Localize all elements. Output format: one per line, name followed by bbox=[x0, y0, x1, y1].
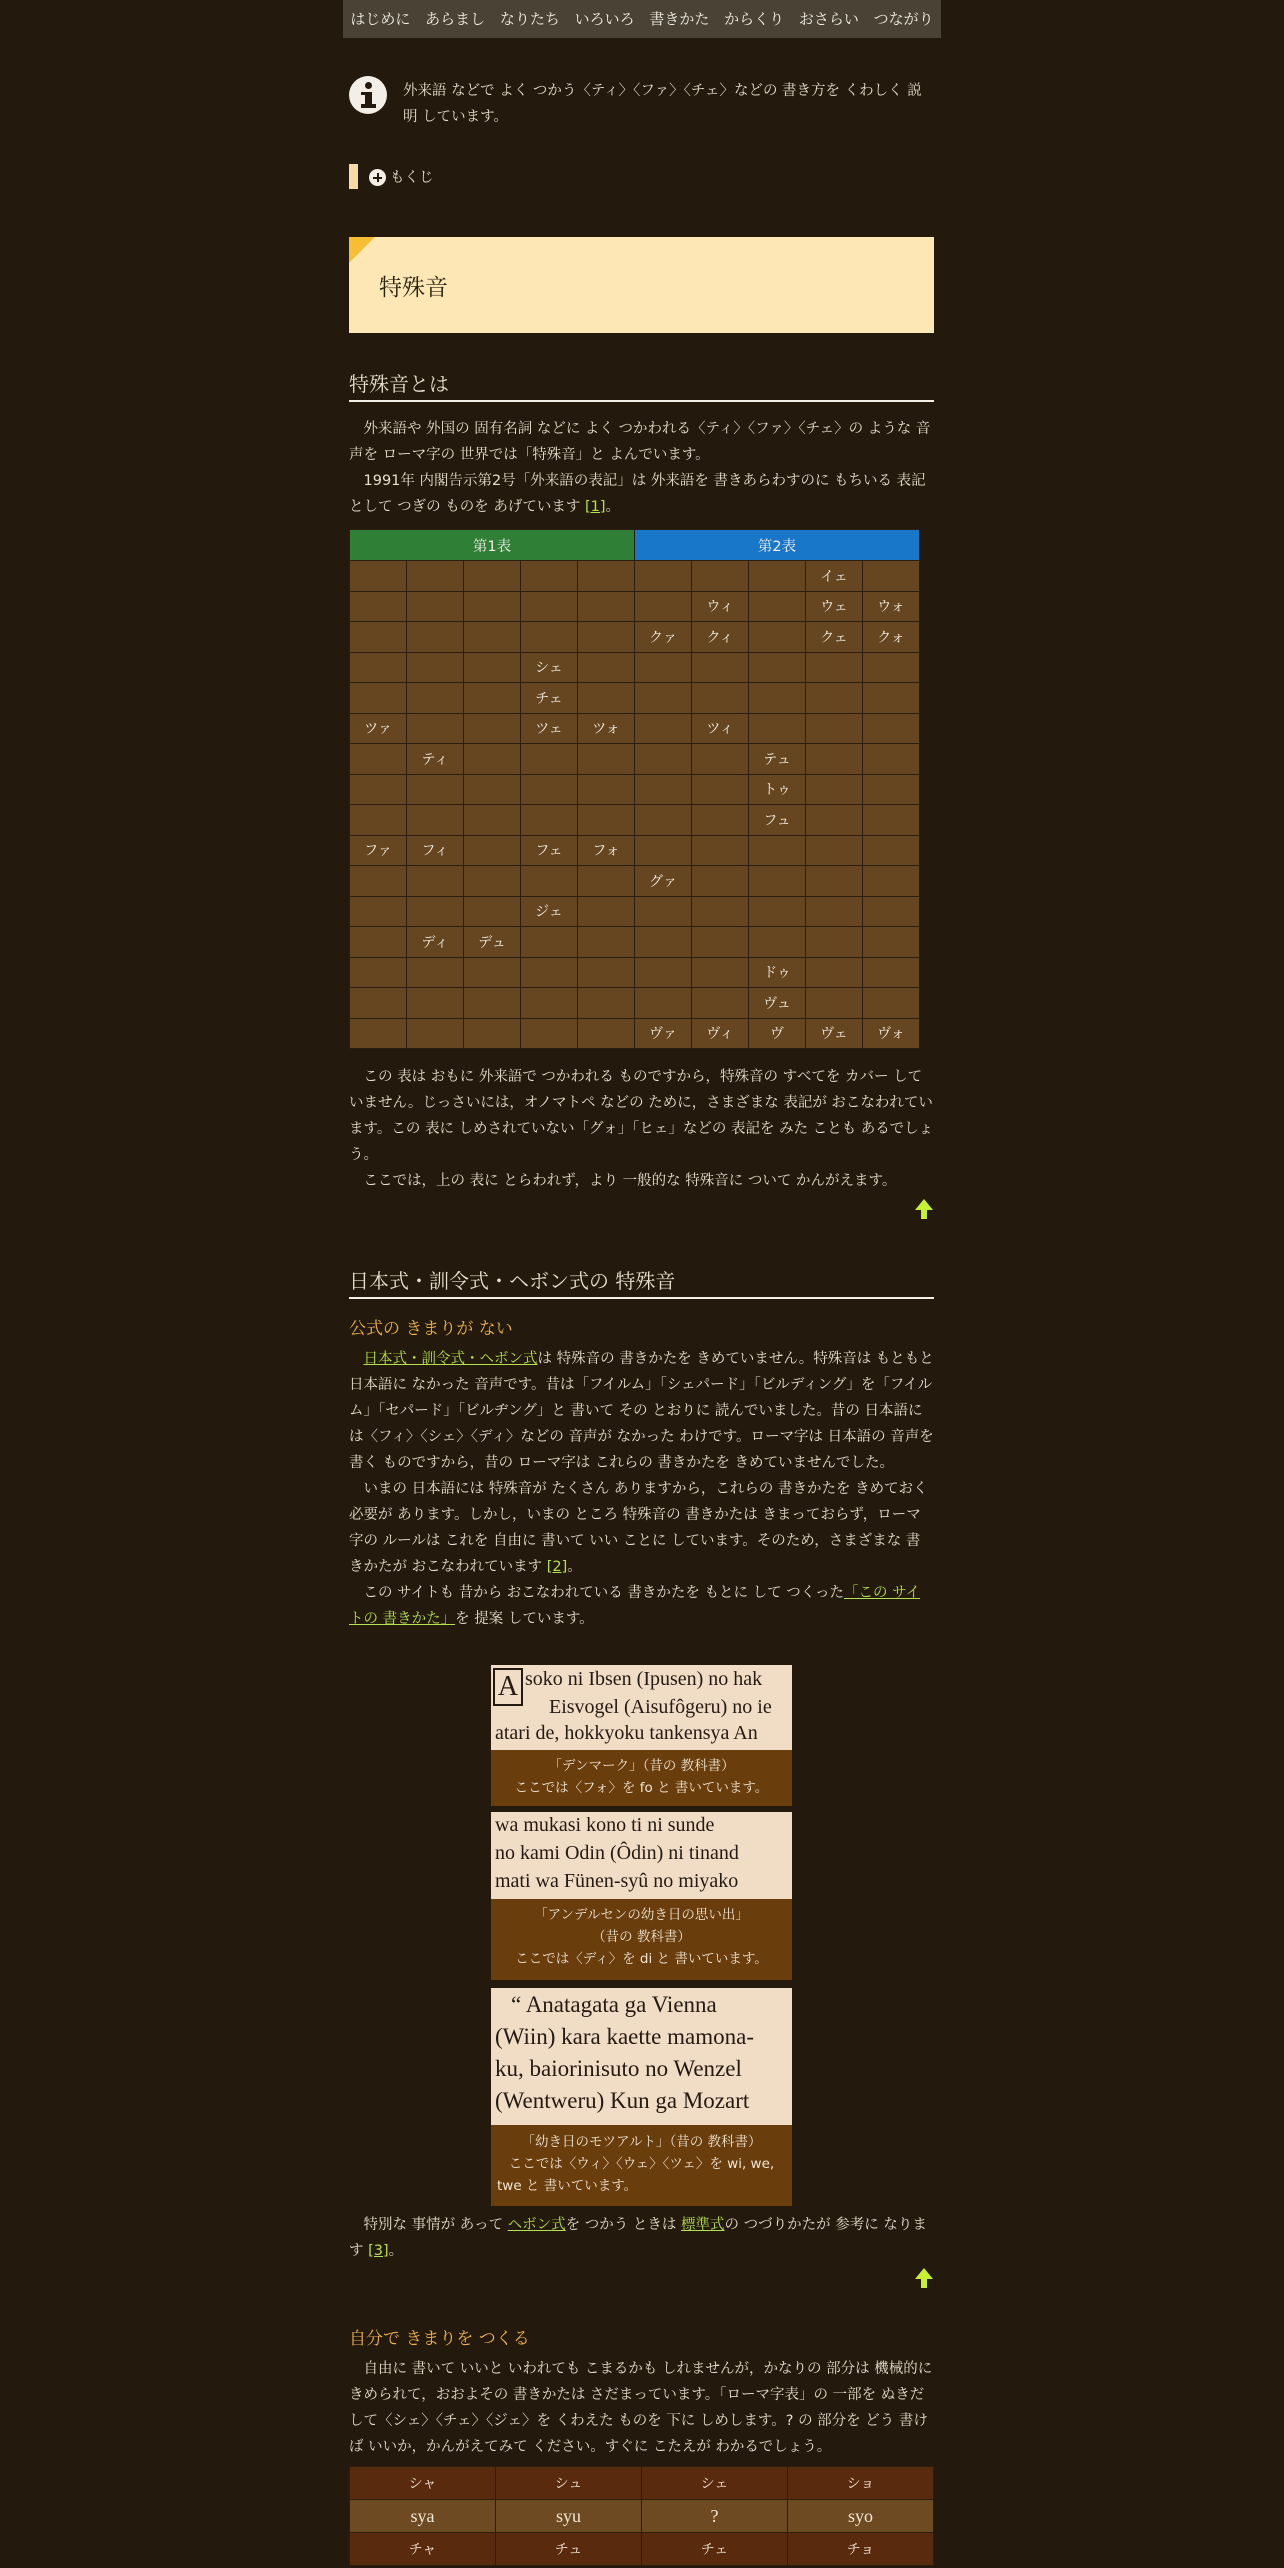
nav-item-karakuri[interactable]: からくり bbox=[724, 10, 785, 28]
corner-fold-icon bbox=[349, 237, 375, 263]
table-cell bbox=[863, 988, 920, 1019]
table-cell bbox=[578, 622, 635, 653]
figure-denmark bbox=[491, 1665, 792, 1806]
table-cell: sya bbox=[350, 2500, 496, 2533]
scan-line: (Wiin) kara kaette mamona- bbox=[495, 2024, 754, 2049]
table-header-cell: シャ bbox=[350, 2467, 496, 2500]
paragraph bbox=[349, 1476, 934, 1580]
table-cell bbox=[806, 683, 863, 714]
paragraph-text: の つづりかたが 参考に なります bbox=[349, 2217, 927, 2259]
paragraph-text: この サイトも 昔から おこなわれている 書きかたを もとに して つくった bbox=[363, 1585, 844, 1601]
table-cell: ウェ bbox=[806, 591, 863, 622]
table-cell bbox=[806, 744, 863, 775]
table-cell bbox=[692, 774, 749, 805]
table-cell bbox=[749, 835, 806, 866]
scan-line: ku, baiorinisuto no Wenzel bbox=[495, 2056, 742, 2081]
table-cell bbox=[521, 774, 578, 805]
table-cell bbox=[464, 957, 521, 988]
table-cell: フェ bbox=[521, 835, 578, 866]
table-cell bbox=[521, 927, 578, 958]
table-row bbox=[350, 988, 920, 1019]
scan-line: wa mukasi kono ti ni sunde bbox=[495, 1814, 715, 1836]
table-cell bbox=[578, 652, 635, 683]
table-cell bbox=[863, 866, 920, 897]
table-cell bbox=[407, 561, 464, 592]
table-cell: ツィ bbox=[692, 713, 749, 744]
table-cell bbox=[692, 683, 749, 714]
table-cell: イェ bbox=[806, 561, 863, 592]
table-cell bbox=[407, 713, 464, 744]
table-row bbox=[350, 652, 920, 683]
table-cell bbox=[863, 957, 920, 988]
table-cell: トゥ bbox=[749, 774, 806, 805]
table-cell bbox=[464, 866, 521, 897]
table-cell bbox=[350, 988, 407, 1019]
table-cell bbox=[521, 805, 578, 836]
table-header-cell: シェ bbox=[642, 2467, 788, 2500]
table-cell bbox=[863, 713, 920, 744]
table-cell bbox=[692, 988, 749, 1019]
section-heading-tokushuon-towa: 特殊音とは bbox=[349, 368, 934, 402]
table-cell bbox=[464, 591, 521, 622]
table-cell bbox=[749, 896, 806, 927]
table-cell: チェ bbox=[521, 683, 578, 714]
table-cell: ファ bbox=[350, 835, 407, 866]
table-cell bbox=[350, 561, 407, 592]
table-cell: syu bbox=[496, 2500, 642, 2533]
table-cell bbox=[863, 835, 920, 866]
scan-line: atari de, hokkyoku tankensya An bbox=[495, 1722, 758, 1744]
nav-item-kakikata[interactable]: 書きかた bbox=[649, 10, 710, 28]
table-cell: ヴィ bbox=[692, 1018, 749, 1049]
table-cell bbox=[464, 1018, 521, 1049]
table-cell bbox=[749, 713, 806, 744]
table-row bbox=[350, 1018, 920, 1049]
table-cell bbox=[464, 805, 521, 836]
toc-toggle[interactable] bbox=[349, 162, 934, 190]
scan-line: mati wa Fünen-syû no miyako bbox=[495, 1870, 739, 1892]
table-cell bbox=[749, 683, 806, 714]
table-cell bbox=[521, 866, 578, 897]
nav-item-iroiro[interactable]: いろいろ bbox=[574, 10, 635, 28]
table-cell bbox=[578, 774, 635, 805]
info-icon bbox=[349, 76, 387, 114]
table-cell bbox=[407, 957, 464, 988]
table-cell bbox=[350, 896, 407, 927]
table-cell bbox=[863, 652, 920, 683]
paragraph-text: 。 bbox=[388, 2243, 404, 2259]
table-cell bbox=[806, 805, 863, 836]
table-cell bbox=[350, 683, 407, 714]
table-cell bbox=[350, 866, 407, 897]
scan-line: (Wentweru) Kun ga Mozart bbox=[495, 2088, 750, 2113]
table-cell bbox=[635, 988, 692, 1019]
table-row bbox=[350, 927, 920, 958]
table-cell bbox=[635, 713, 692, 744]
paragraph-text: 。 bbox=[605, 499, 620, 515]
table-cell bbox=[464, 896, 521, 927]
table-row bbox=[350, 866, 920, 897]
scan-line: no kami Odin (Ôdin) ni tinand bbox=[495, 1842, 739, 1864]
table-cell: ヴュ bbox=[749, 988, 806, 1019]
table-cell bbox=[863, 683, 920, 714]
link-this-site-style[interactable]: 「この サイトの 書きかた」 bbox=[349, 1585, 921, 1627]
figure-caption-title: 「アンデルセンの幼き日の思い出」 bbox=[534, 1907, 749, 1923]
table-row bbox=[350, 622, 920, 653]
table-cell bbox=[806, 988, 863, 1019]
table-header-cell: チョ bbox=[788, 2533, 934, 2566]
table-cell bbox=[464, 652, 521, 683]
link-hebonshiki[interactable]: ヘボン式 bbox=[507, 2217, 566, 2233]
section1-notes bbox=[349, 1064, 934, 1194]
table-cell: シェ bbox=[521, 652, 578, 683]
top-nav bbox=[343, 0, 941, 38]
table-cell: ヴォ bbox=[863, 1018, 920, 1049]
paragraph-text: いまの 日本語には 特殊音が たくさん ありますから，これらの 書きかたを きめておく 必要が あります。しかし，いまの ところ 特殊音の 書きかたは きまっておらず，ローマ字の ルールは これを 自由に 書いて いい ことに しています。そのため，さまざまな 書きかたが おこなわれています bbox=[349, 1481, 928, 1575]
paragraph-text: 。 bbox=[567, 1559, 582, 1575]
table-cell bbox=[521, 1018, 578, 1049]
table-cell: クィ bbox=[692, 622, 749, 653]
paragraph-text: は 特殊音の 書きかたを きめていません。特殊音は もともと 日本語に なかった 音声です。昔は「フイルム」「シェパード」「ビルディング」を「フイルム」「セパード」「ビルヂング」と 書いて その とおりに 読んでいました。昔の 日本語には〈フィ〉〈シェ〉〈ディ〉などの 音声が なかった わけです。ローマ字は 日本語の 音声を 書く ものですから，昔の ローマ字は これらの 書きかたを きめていませんでした。 bbox=[349, 1351, 934, 1471]
table-cell bbox=[749, 591, 806, 622]
notice-text: 外来語 などで よく つかう〈ティ〉〈ファ〉〈チェ〉などの 書き方を くわしく 説明 しています。 bbox=[403, 83, 922, 125]
table-cell bbox=[806, 957, 863, 988]
table-cell bbox=[578, 988, 635, 1019]
table-cell bbox=[464, 561, 521, 592]
table-cell: ツォ bbox=[578, 713, 635, 744]
figure-andersen bbox=[491, 1812, 792, 1980]
table-cell bbox=[350, 774, 407, 805]
table-cell bbox=[692, 805, 749, 836]
table-cell: ツェ bbox=[521, 713, 578, 744]
figure-caption-title: 「デンマーク」（昔の 教科書） bbox=[548, 1758, 735, 1774]
table-header-cell: ショ bbox=[788, 2467, 934, 2500]
table-cell: フュ bbox=[749, 805, 806, 836]
paragraph-text: 1991年 内閣告示第2号「外来語の表記」は 外来語を 書きあらわすのに もちいる 表記として つぎの ものを あげています bbox=[349, 473, 926, 515]
table-cell bbox=[749, 866, 806, 897]
figure-caption-note-cont: twe と 書いています。 bbox=[497, 2178, 638, 2194]
paragraph bbox=[349, 2212, 934, 2264]
table-cell bbox=[635, 774, 692, 805]
table-cell bbox=[806, 835, 863, 866]
subheading-no-official-rule: 公式の きまりが ない bbox=[349, 1319, 513, 1339]
table-cell bbox=[635, 744, 692, 775]
table-cell: ヴ bbox=[749, 1018, 806, 1049]
table-cell: ヴェ bbox=[806, 1018, 863, 1049]
paragraph: ここでは，上の 表に とらわれず，より 一般的な 特殊音に ついて かんがえます。 bbox=[363, 1173, 897, 1189]
table-cell: ジェ bbox=[521, 896, 578, 927]
scan-line: Eisvogel (Aisufôgeru) no ie bbox=[549, 1696, 772, 1718]
table-cell: フォ bbox=[578, 835, 635, 866]
table2-header: 第2表 bbox=[635, 530, 920, 561]
table-cell bbox=[692, 652, 749, 683]
romaji-table bbox=[349, 2466, 934, 2566]
textbook-scan-image bbox=[491, 1665, 792, 1750]
paragraph bbox=[349, 1346, 934, 1476]
table-cell: syo bbox=[788, 2500, 934, 2533]
link-nihonshiki-kunreishiki-hebonshiki[interactable]: 日本式・訓令式・ヘボン式 bbox=[363, 1351, 538, 1367]
table-cell bbox=[350, 1018, 407, 1049]
table-cell bbox=[635, 835, 692, 866]
table-header-cell: チャ bbox=[350, 2533, 496, 2566]
figure-mozart bbox=[491, 1988, 792, 2206]
section1-intro bbox=[349, 416, 934, 520]
table-cell: デュ bbox=[464, 927, 521, 958]
table-cell bbox=[635, 561, 692, 592]
table1-header: 第1表 bbox=[350, 530, 635, 561]
section-heading-nihonshiki: 日本式・訓令式・ヘボン式の 特殊音 bbox=[349, 1265, 934, 1299]
table-row bbox=[350, 683, 920, 714]
scan-line: A soko ni Ibsen (Ipusen) no hak bbox=[493, 1668, 762, 1706]
table-header-cell: チェ bbox=[642, 2533, 788, 2566]
paragraph bbox=[349, 468, 934, 520]
table-row bbox=[350, 957, 920, 988]
table-cell: クェ bbox=[806, 622, 863, 653]
page-title: 特殊音 bbox=[379, 275, 448, 301]
table-cell bbox=[806, 774, 863, 805]
table-row bbox=[350, 896, 920, 927]
plus-circle-icon[interactable] bbox=[369, 169, 386, 186]
section2-body bbox=[349, 1346, 934, 1632]
table-cell bbox=[635, 683, 692, 714]
paragraph-text: を 提案 しています。 bbox=[455, 1611, 594, 1627]
textbook-scan-image bbox=[491, 1988, 792, 2125]
table-cell bbox=[578, 957, 635, 988]
scan-line: “ Anatagata ga Vienna bbox=[511, 1992, 717, 2017]
table-cell bbox=[692, 896, 749, 927]
link-hyojunshiki[interactable]: 標準式 bbox=[681, 2217, 725, 2233]
table-row bbox=[350, 744, 920, 775]
table-cell bbox=[578, 866, 635, 897]
table-cell: ウィ bbox=[692, 591, 749, 622]
paragraph: この 表は おもに 外来語で つかわれる ものですから，特殊音の すべてを カバー していません。じっさいには，オノマトペ などの ために，さまざまな 表記が おこなわれています。この 表に しめされていない「グォ」「ヒェ」などの 表記を みた ことも あるでしょう。 bbox=[349, 1069, 934, 1163]
table-cell bbox=[407, 1018, 464, 1049]
table-cell bbox=[578, 896, 635, 927]
footnote-link-3[interactable]: [3] bbox=[368, 2243, 389, 2259]
paragraph-text: 特別な 事情が あって bbox=[363, 2217, 508, 2233]
toc-label[interactable]: もくじ bbox=[390, 170, 434, 186]
table-cell: クォ bbox=[863, 622, 920, 653]
paragraph-text: を つかう ときは bbox=[565, 2217, 682, 2233]
nav-item-tsunagari[interactable]: つながり bbox=[873, 10, 934, 28]
paragraph: 外来語や 外国の 固有名詞 などに よく つかわれる〈ティ〉〈ファ〉〈チェ〉の ような 音声を ローマ字の 世界では「特殊音」と よんでいます。 bbox=[349, 421, 931, 463]
table-cell bbox=[578, 927, 635, 958]
figure-caption-note: ここでは〈ディ〉を di と 書いています。 bbox=[515, 1951, 768, 1967]
table-cell bbox=[578, 1018, 635, 1049]
table-cell bbox=[350, 805, 407, 836]
table-cell: フィ bbox=[407, 835, 464, 866]
table-cell: ツァ bbox=[350, 713, 407, 744]
table-row bbox=[350, 805, 920, 836]
table-cell bbox=[407, 896, 464, 927]
paragraph: 自由に 書いて いいと いわれても こまるかも しれませんが，かなりの 部分は 機械的に きめられて，おおよその 書きかたは さだまっています。「ローマ字表」の 一部を ぬきだして〈シェ〉〈チェ〉〈ジェ〉を くわえた ものを 下に しめします。? の 部分を どう 書けば いいか，かんがえてみて ください。すぐに こたえが わかるでしょう。 bbox=[349, 2361, 933, 2455]
table-cell bbox=[407, 683, 464, 714]
table-cell bbox=[806, 927, 863, 958]
figure-caption-note: ここでは〈ウィ〉〈ウェ〉〈ツェ〉を wi, we, bbox=[508, 2156, 775, 2172]
footnote-link-1[interactable]: [1] bbox=[584, 499, 606, 515]
table-cell bbox=[578, 805, 635, 836]
table-cell bbox=[407, 805, 464, 836]
table-cell bbox=[521, 591, 578, 622]
table-cell bbox=[692, 927, 749, 958]
table-cell bbox=[806, 896, 863, 927]
table-cell bbox=[521, 561, 578, 592]
table-cell bbox=[464, 988, 521, 1019]
table-cell bbox=[407, 591, 464, 622]
table-cell bbox=[692, 835, 749, 866]
table-cell bbox=[863, 896, 920, 927]
table-cell bbox=[635, 957, 692, 988]
hepburn-note bbox=[349, 2212, 934, 2264]
table-cell bbox=[749, 622, 806, 653]
table-cell bbox=[863, 805, 920, 836]
nav-item-osarai[interactable]: おさらい bbox=[798, 10, 859, 28]
table-cell bbox=[521, 622, 578, 653]
table-cell bbox=[407, 774, 464, 805]
back-to-top-arrow-icon[interactable] bbox=[913, 1199, 935, 1221]
table-cell bbox=[521, 988, 578, 1019]
table-cell bbox=[350, 927, 407, 958]
table-cell bbox=[692, 957, 749, 988]
table-cell bbox=[578, 561, 635, 592]
footnote-link-2[interactable]: [2] bbox=[546, 1559, 568, 1575]
table-cell: ティ bbox=[407, 744, 464, 775]
loanword-sound-table bbox=[349, 529, 920, 1049]
table-cell: ? bbox=[642, 2500, 788, 2533]
table-cell bbox=[521, 957, 578, 988]
table-cell bbox=[521, 744, 578, 775]
table-cell bbox=[692, 866, 749, 897]
table-cell bbox=[578, 683, 635, 714]
table-row bbox=[350, 713, 920, 744]
table-cell bbox=[350, 622, 407, 653]
table-row bbox=[350, 591, 920, 622]
table-cell: クァ bbox=[635, 622, 692, 653]
textbook-scan-image bbox=[491, 1812, 792, 1899]
table-cell bbox=[350, 652, 407, 683]
table-cell bbox=[578, 591, 635, 622]
table-cell bbox=[407, 652, 464, 683]
table-cell: ウォ bbox=[863, 591, 920, 622]
table-cell bbox=[635, 896, 692, 927]
table-header-cell: シュ bbox=[496, 2467, 642, 2500]
table-cell bbox=[464, 713, 521, 744]
nav-item-hajimeni[interactable]: はじめに bbox=[350, 10, 411, 28]
table-row bbox=[350, 774, 920, 805]
table-cell bbox=[863, 927, 920, 958]
table-cell bbox=[635, 805, 692, 836]
table-row bbox=[350, 835, 920, 866]
table-cell bbox=[749, 652, 806, 683]
table-cell: テュ bbox=[749, 744, 806, 775]
back-to-top-arrow-icon[interactable] bbox=[913, 2268, 935, 2290]
section2-own-rule bbox=[349, 2356, 934, 2460]
table-cell bbox=[863, 774, 920, 805]
table-cell bbox=[407, 866, 464, 897]
table-cell bbox=[692, 744, 749, 775]
table-cell bbox=[350, 957, 407, 988]
table-cell bbox=[350, 744, 407, 775]
figure-caption-note: ここでは〈フォ〉を fo と 書いています。 bbox=[514, 1780, 769, 1796]
table-row bbox=[350, 561, 920, 592]
table-cell bbox=[692, 561, 749, 592]
nav-item-naritachi[interactable]: なりたち bbox=[499, 10, 560, 28]
table-cell bbox=[749, 561, 806, 592]
table-cell bbox=[464, 744, 521, 775]
table-cell bbox=[863, 744, 920, 775]
table-cell bbox=[635, 652, 692, 683]
page-title-box bbox=[349, 237, 934, 333]
table-cell bbox=[407, 988, 464, 1019]
table-header-cell: チュ bbox=[496, 2533, 642, 2566]
table-cell bbox=[749, 927, 806, 958]
table-cell bbox=[464, 683, 521, 714]
table-cell: ヴァ bbox=[635, 1018, 692, 1049]
table-cell bbox=[635, 927, 692, 958]
info-notice bbox=[349, 74, 934, 138]
table-cell bbox=[578, 744, 635, 775]
table-cell bbox=[350, 591, 407, 622]
table-cell bbox=[635, 591, 692, 622]
table-cell: ディ bbox=[407, 927, 464, 958]
table-cell bbox=[464, 835, 521, 866]
table-cell bbox=[464, 622, 521, 653]
table-cell bbox=[806, 652, 863, 683]
paragraph bbox=[349, 1580, 934, 1632]
table-cell: グァ bbox=[635, 866, 692, 897]
toc-marker bbox=[349, 164, 358, 189]
table-cell bbox=[806, 713, 863, 744]
table-cell: ドゥ bbox=[749, 957, 806, 988]
nav-item-arasumi[interactable]: あらまし bbox=[425, 10, 486, 28]
table-cell bbox=[464, 774, 521, 805]
table-cell bbox=[863, 561, 920, 592]
figure-caption-source: （昔の 教科書） bbox=[592, 1929, 691, 1945]
table-cell bbox=[806, 866, 863, 897]
table-cell bbox=[407, 622, 464, 653]
figure-caption-title: 「幼き日のモツアルト」（昔の 教科書） bbox=[521, 2134, 762, 2150]
subheading-make-own-rule: 自分で きまりを つくる bbox=[349, 2329, 530, 2349]
